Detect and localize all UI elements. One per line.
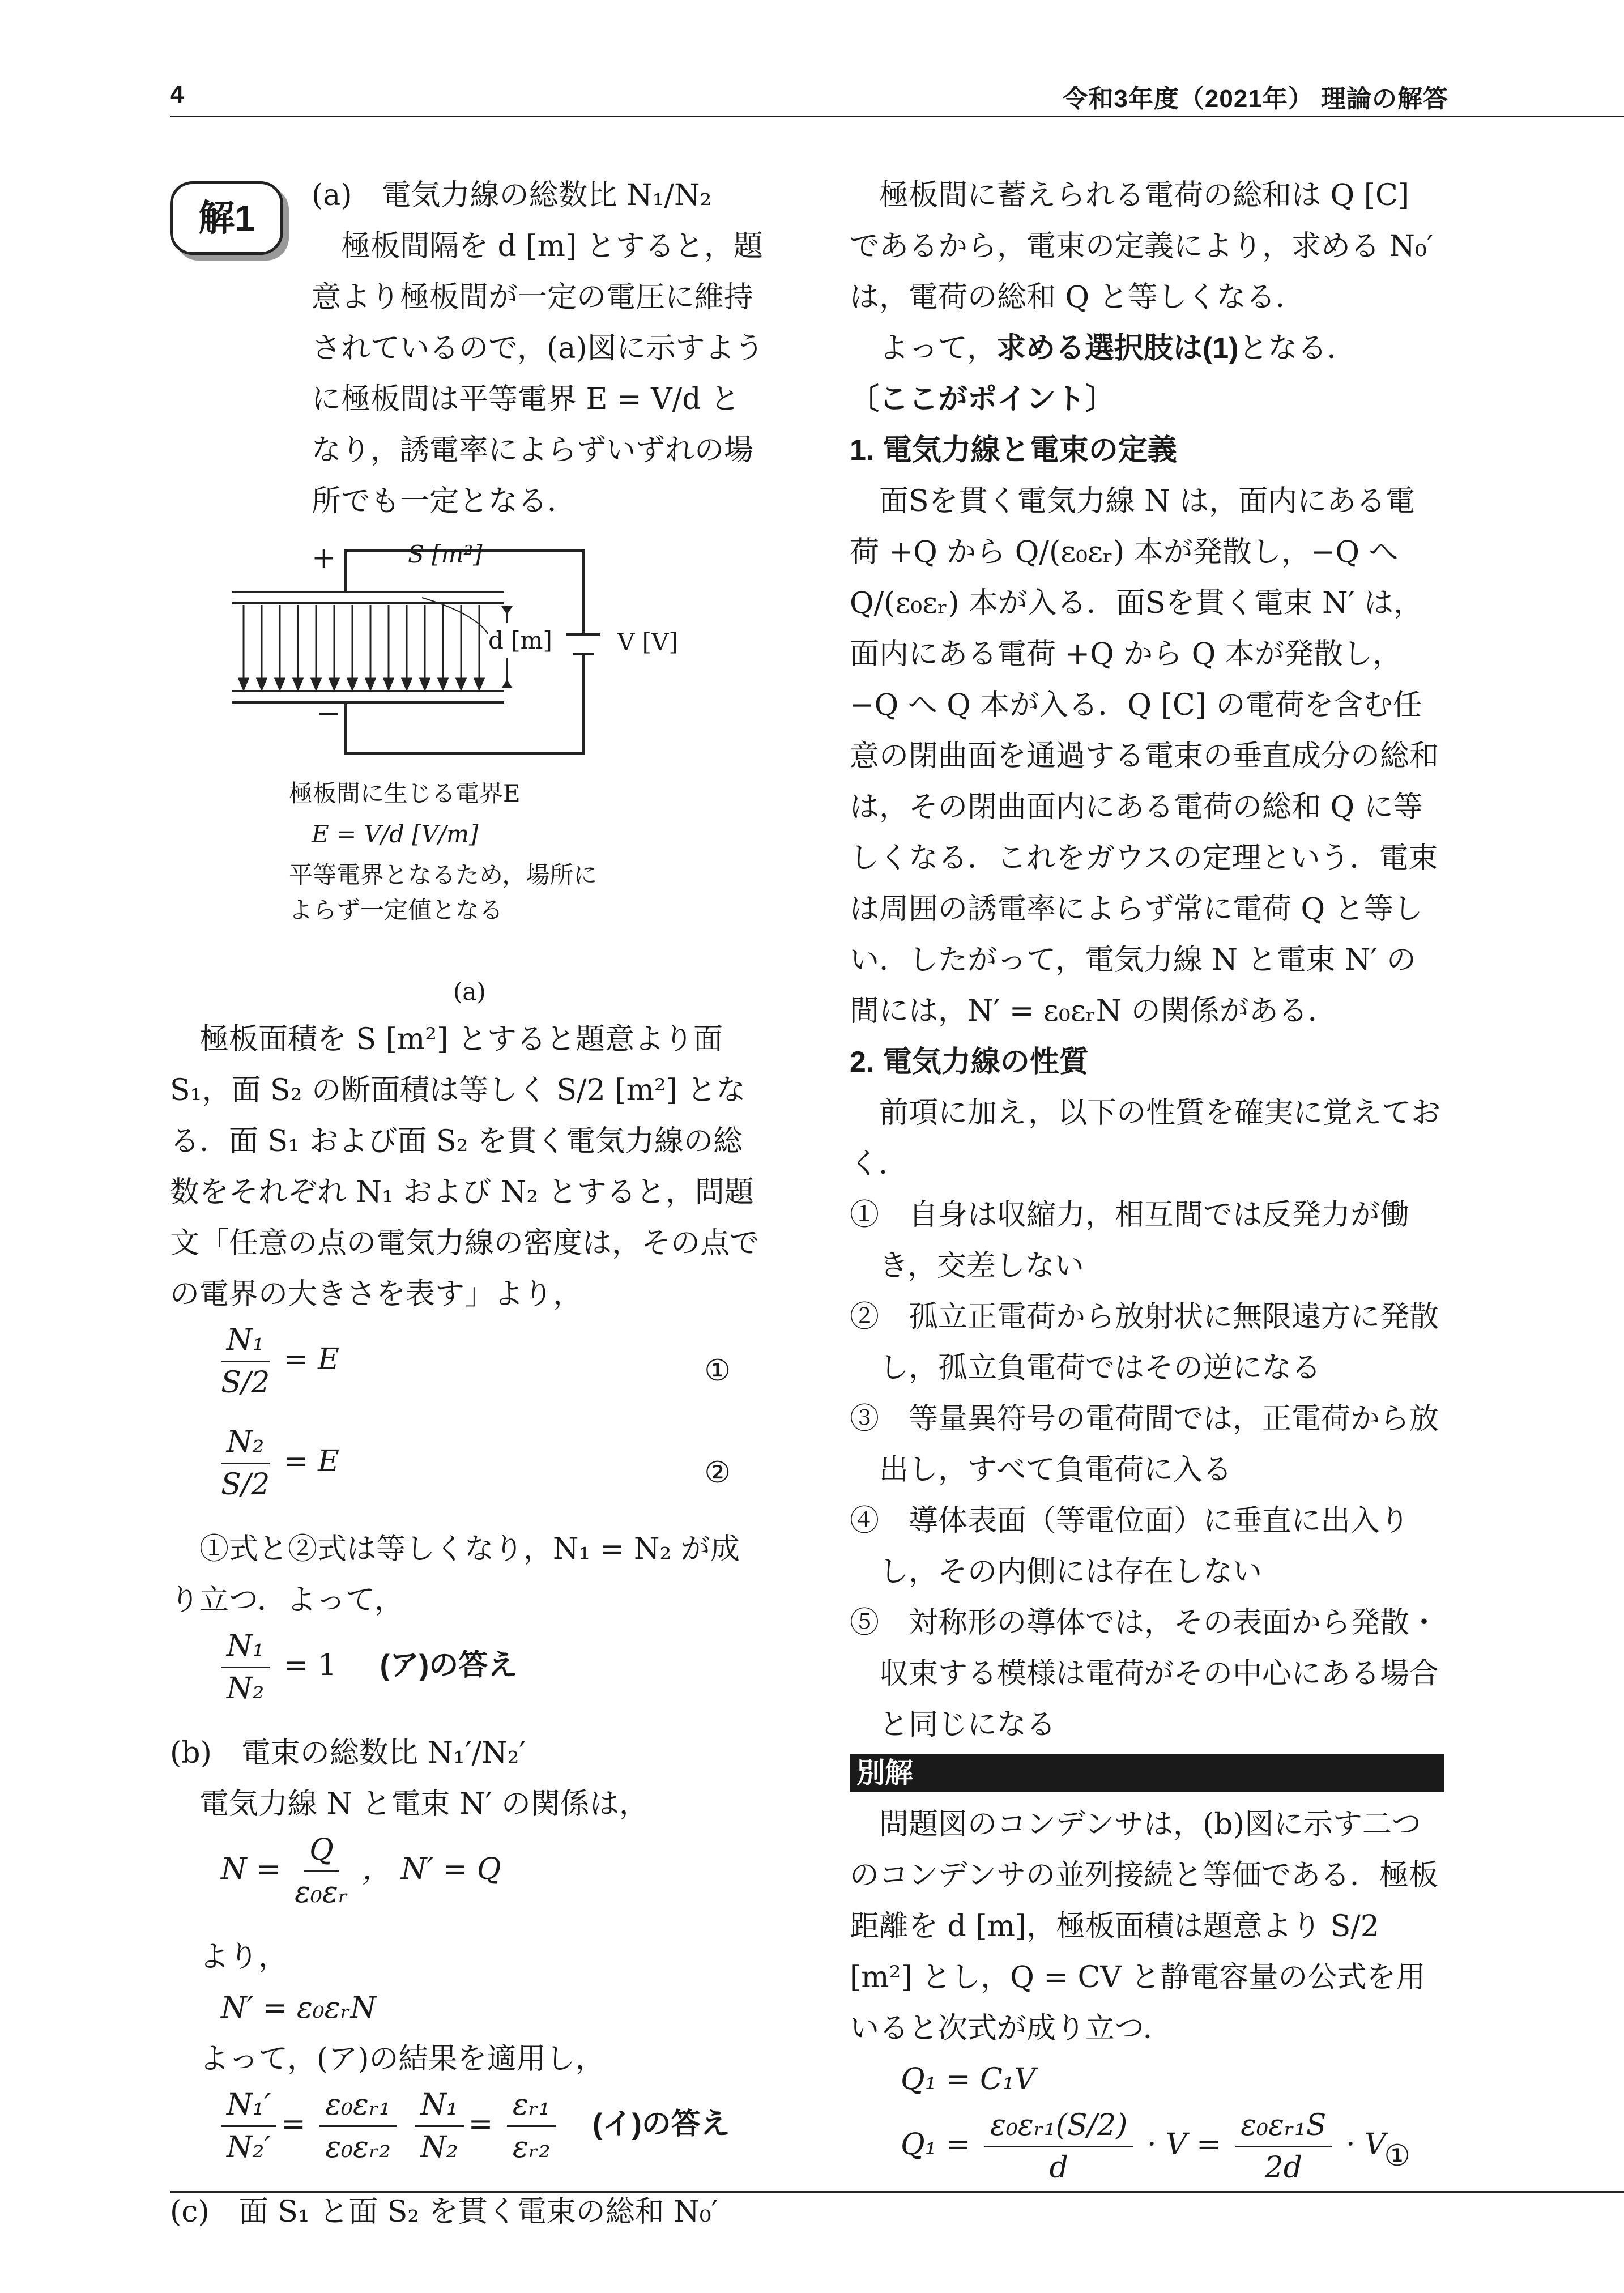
section-a-heading: (a) 電気力線の総数比 N₁/N₂ bbox=[312, 178, 712, 212]
eq6-d2: ε₀εᵣ₂ bbox=[325, 2130, 391, 2164]
eq1-num: N₁ bbox=[221, 1320, 270, 1362]
field-arrowhead bbox=[239, 679, 248, 689]
heading-2: 2. 電気力線の性質 bbox=[850, 1046, 1089, 1079]
eq6-d3: N₂ bbox=[420, 2130, 458, 2164]
plus-sign: + bbox=[312, 541, 336, 575]
caption-line-4: よらず一定値となる bbox=[289, 896, 504, 924]
figure-a bbox=[170, 540, 765, 1014]
equation-3 bbox=[170, 1626, 765, 1728]
section-b-text: 電気力線 N と電束 N′ の関係は， bbox=[199, 1787, 649, 1821]
eq6-d4: εᵣ₂ bbox=[512, 2130, 551, 2164]
running-header: 令和3年度（2021年） 理論の解答 bbox=[1063, 85, 1448, 113]
req2-end: · V bbox=[1345, 2128, 1386, 2162]
answer-b: (イ)の答え bbox=[593, 2108, 730, 2141]
equation-4 bbox=[170, 1830, 765, 1932]
right-equation-1: Q₁ = C₁V bbox=[901, 2062, 1036, 2096]
left-column bbox=[170, 170, 765, 2237]
field-arrowhead bbox=[420, 679, 429, 689]
right-paragraph-2 bbox=[850, 323, 1444, 374]
field-arrowhead bbox=[366, 679, 375, 689]
list-item: ③ 等量異符号の電荷間では，正電荷から放出し，すべて負電荷に入る bbox=[850, 1402, 1439, 1487]
section-b-text-2: より， bbox=[199, 1940, 288, 1974]
eq4-den: ε₀εᵣ bbox=[295, 1876, 348, 1910]
req2-mid: · V = bbox=[1147, 2128, 1221, 2162]
eq6-n2: ε₀εᵣ₁ bbox=[319, 2085, 397, 2127]
eq4-num: Q bbox=[304, 1830, 339, 1872]
field-arrowhead bbox=[438, 679, 447, 689]
field-arrowhead bbox=[384, 679, 393, 689]
field-arrowhead bbox=[402, 679, 411, 689]
voltage-label: V [V] bbox=[617, 628, 678, 656]
page-number: 4 bbox=[170, 80, 184, 108]
p2-post: となる． bbox=[1238, 331, 1357, 365]
list-item: ④ 導体表面（等電位面）に垂直に出入りし，その内側には存在しない bbox=[850, 1504, 1410, 1589]
list-item: ① 自身は収縮力，相互間では反発力が働き，交差しない bbox=[850, 1198, 1410, 1283]
eq6-n3: N₁ bbox=[415, 2085, 463, 2127]
answer-a: (ア)の答え bbox=[380, 1649, 518, 1682]
field-arrowhead bbox=[475, 679, 484, 689]
eq1-rhs: = E bbox=[283, 1342, 339, 1376]
section-a-text: 極板間隔を d [m] とすると，題意より極板間が一定の電圧に維持されているので，(a)図に示すように極板間は平等電界 E = V/d となり，誘電率によらずいずれの場所でも一定となる． bbox=[312, 229, 764, 518]
eq4-lhs: N = bbox=[221, 1852, 281, 1886]
eq4-rhs: ， N′ = Q bbox=[362, 1852, 501, 1886]
heading-1: 1. 電気力線と電束の定義 bbox=[850, 434, 1177, 467]
p2-pre: よって， bbox=[879, 331, 996, 365]
section-b-text-3: よって，(ア)の結果を適用し， bbox=[199, 2042, 605, 2076]
alternative-solution-text: 問題図のコンデンサは，(b)図に示す二つのコンデンサの並列接続と等価である．極板距離を d [m]，極板面積は題意より S/2 [m²] とし，Q = CV と静電容量の公式を用いると次式が成り立つ． bbox=[850, 1808, 1438, 2045]
eq2-num: N₂ bbox=[221, 1422, 270, 1464]
eq3-rhs: = 1 bbox=[283, 1648, 337, 1682]
req2-n2: ε₀εᵣ₁S bbox=[1235, 2105, 1332, 2147]
eq6-n1: N₁′ bbox=[221, 2085, 276, 2127]
answer-badge: 解1 bbox=[170, 181, 283, 255]
footer-rule bbox=[170, 2191, 1624, 2193]
eq1-den: S/2 bbox=[221, 1366, 270, 1400]
minus-sign: − bbox=[316, 697, 341, 731]
eq6-d1: N₂′ bbox=[227, 2130, 271, 2164]
req2-d2: 2d bbox=[1264, 2151, 1303, 2185]
equation-1 bbox=[170, 1320, 765, 1422]
figure-caption bbox=[289, 776, 685, 928]
eq3-num: N₁ bbox=[221, 1626, 270, 1668]
eq6-n4: εᵣ₁ bbox=[507, 2085, 556, 2127]
req2-tag: ① bbox=[1384, 2139, 1410, 2173]
p2-bold: 求める選択肢は(1) bbox=[996, 332, 1239, 365]
alternative-solution-heading: 別解 bbox=[850, 1754, 1444, 1792]
req2-n1: ε₀εᵣ₁(S/2) bbox=[984, 2105, 1133, 2147]
field-arrowhead bbox=[293, 679, 302, 689]
paragraph-3: ①式と②式は等しくなり，N₁ = N₂ が成り立つ．よって， bbox=[170, 1532, 740, 1617]
caption-line-2: E = V/d [V/m] bbox=[312, 820, 479, 848]
field-arrowhead bbox=[257, 679, 266, 689]
eq2-rhs: = E bbox=[283, 1444, 339, 1478]
section-b-heading: (b) 電束の総数比 N₁′/N₂′ bbox=[170, 1736, 526, 1770]
field-arrowhead bbox=[275, 679, 284, 689]
heading-2-text: 前項に加え，以下の性質を確実に覚えておく． bbox=[850, 1096, 1441, 1181]
req2-lhs: Q₁ = bbox=[901, 2128, 971, 2162]
header-rule bbox=[170, 116, 1624, 117]
paragraph-2: 極板面積を S [m²] とすると題意より面 S₁，面 S₂ の断面積は等しく S/2 [m²] となる．面 S₁ および面 S₂ を貫く電気力線の総数をそれぞれ N₁ および N₂ とすると，問題文「任意の点の電気力線の密度は，その点での電界の大きさを表す」より， bbox=[170, 1022, 760, 1311]
eq1-tag: ① bbox=[704, 1354, 731, 1388]
equation-5: N′ = ε₀εᵣN bbox=[221, 1991, 377, 2025]
req2-d1: d bbox=[1049, 2151, 1068, 2185]
list-item: ⑤ 対称形の導体では，その表面から発散・収束する模様は電荷がその中心にある場合と同じになる bbox=[850, 1606, 1439, 1742]
equation-6: $\frac{\text{N₁′}}{\text{N₂′}}$ = $\frac{\text{ε₀εᵣ₁}}{\text{ε₀εᵣ₂}}$ $\frac{\text{N₁}}{\text{N₂}}$ = $\frac{\text{εᵣ₁}}{\text{εᵣ₂}}$ (イ)の答え bbox=[170, 2085, 765, 2187]
section-c-heading: (c) 面 S₁ と面 S₂ を貫く電束の総和 N₀′ bbox=[170, 2195, 718, 2229]
caption-line-1: 極板間に生じる電界E bbox=[289, 779, 521, 807]
point-heading: 〔ここがポイント〕 bbox=[850, 383, 1115, 416]
eq2-tag: ② bbox=[704, 1456, 731, 1490]
field-arrowhead bbox=[457, 679, 466, 689]
eq2-den: S/2 bbox=[221, 1468, 270, 1502]
eq3-den: N₂ bbox=[227, 1672, 265, 1706]
right-column bbox=[850, 170, 1444, 2207]
equation-2 bbox=[170, 1422, 765, 1524]
area-label: S [m²] bbox=[408, 540, 483, 568]
figure-label: (a) bbox=[453, 978, 486, 1005]
heading-1-text: 面Sを貫く電気力線 N は，面内にある電荷 +Q から Q/(ε₀εᵣ) 本が発散し，−Q へ Q/(ε₀εᵣ) 本が入る．面Sを貫く電束 N′ は，面内にある電荷 +Q から Q 本が発散し，−Q へ Q 本が入る．Q [C] の電荷を含む任意の閉曲面を通過する電束の垂直成分の総和は，その閉曲面内にある電荷の総和 Q に等しくなる．これをガウスの定理という．電束は周囲の誘電率によらず常に電荷 Q と等しい．したがって，電気力線 N と電束 N′ の間には，N′ = ε₀εᵣN の関係がある． bbox=[850, 484, 1439, 1028]
caption-line-3: 平等電界となるため，場所に bbox=[289, 861, 598, 889]
field-arrowhead bbox=[348, 679, 357, 689]
list-item: ② 孤立正電荷から放射状に無限遠方に発散し，孤立負電荷ではその逆になる bbox=[850, 1300, 1439, 1385]
right-paragraph-1: 極板間に蓄えられる電荷の総和は Q [C] であるから，電束の定義により，求める N₀′ は，電荷の総和 Q と等しくなる． bbox=[850, 178, 1434, 314]
gap-label: d [m] bbox=[488, 623, 552, 658]
